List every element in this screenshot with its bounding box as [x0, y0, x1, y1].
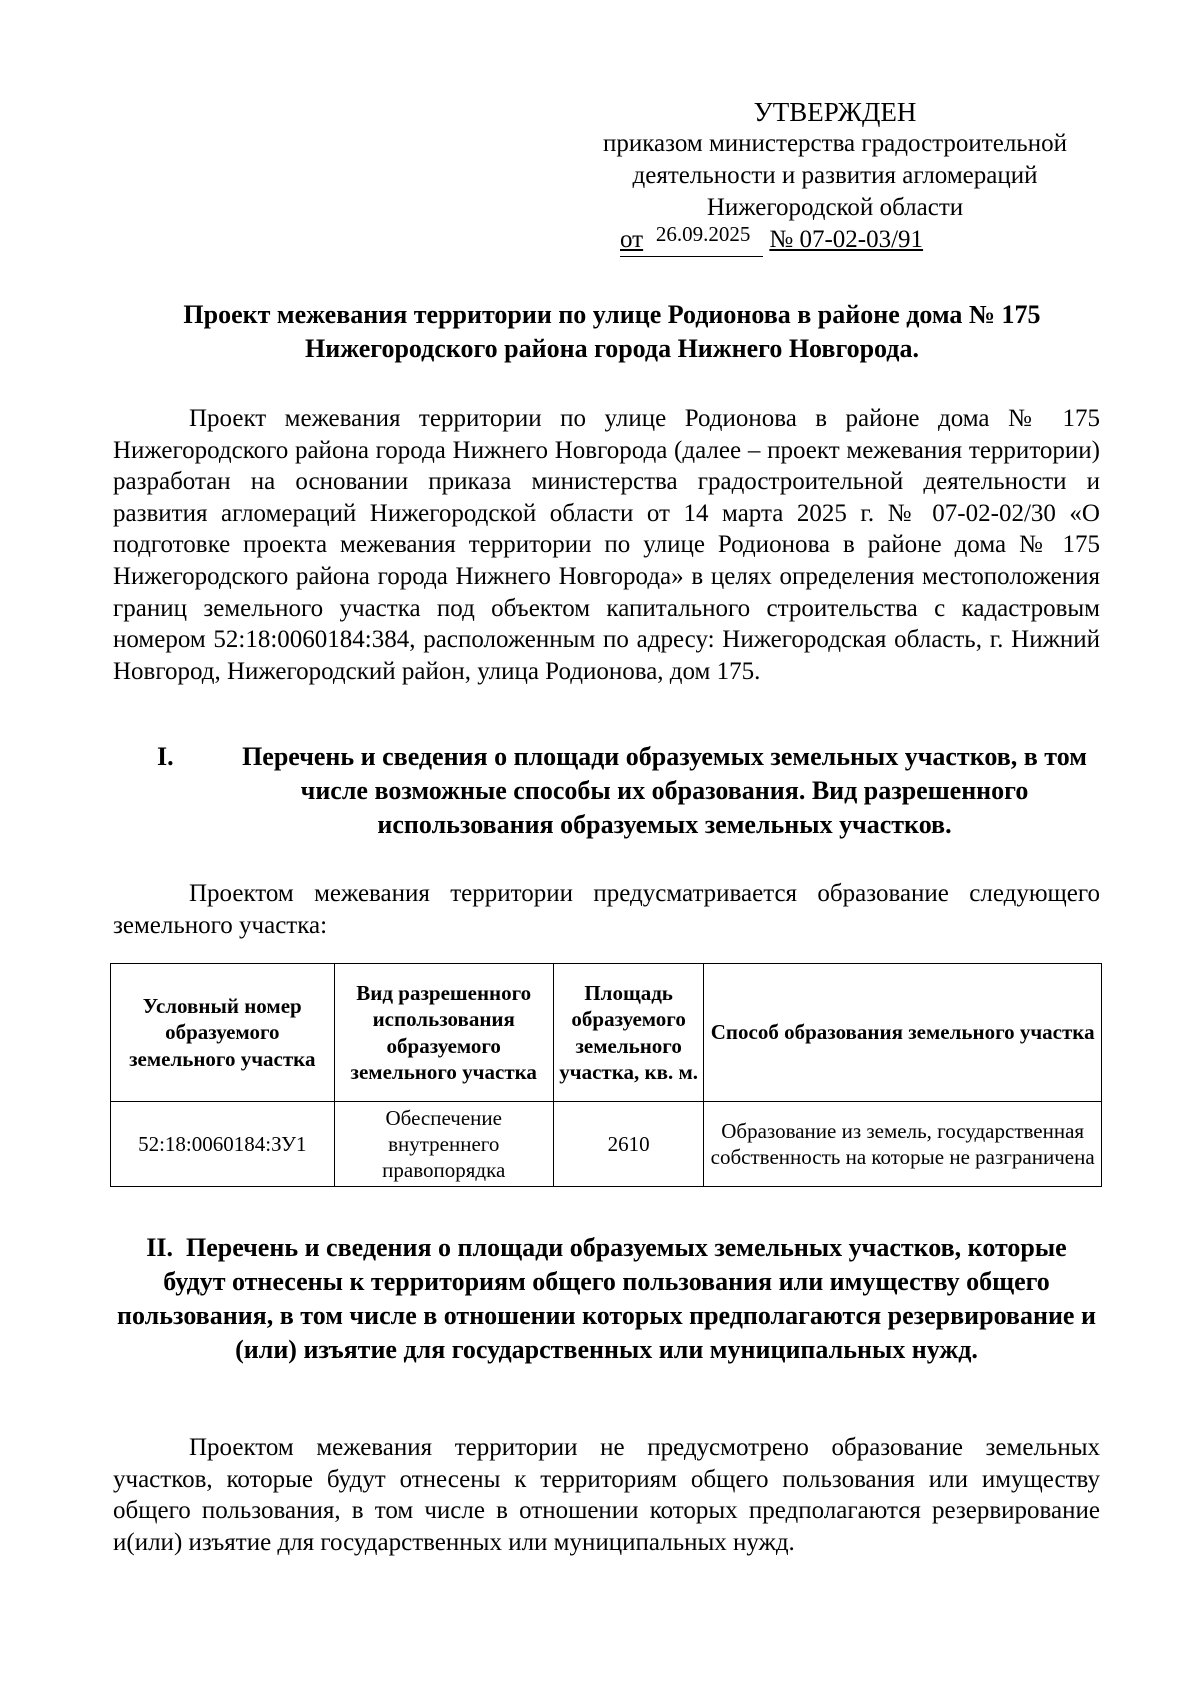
- table-cell: Обеспечение внутреннего правопорядка: [334, 1102, 553, 1187]
- document-title-line-2: Нижегородского района города Нижнего Новгорода.: [305, 334, 919, 363]
- intro-paragraph-block: [113, 403, 1100, 687]
- table-header-cell: Способ образования земельного участка: [704, 964, 1102, 1102]
- section-2-number: II.: [146, 1233, 174, 1262]
- table-cell: Образование из земель, государственная собственность на которые не разграничена: [704, 1102, 1102, 1187]
- approval-heading: УТВЕРЖДЕН: [753, 97, 917, 127]
- approval-line-3: Нижегородской области: [706, 194, 964, 221]
- approval-date: 26.09.2025: [655, 222, 751, 246]
- section-1-paragraph: Проектом межевания территории предусматривается образование следующего земельного участка:: [113, 880, 1100, 939]
- document-title: [112, 298, 1112, 366]
- approval-number: № 07-02-03/91: [769, 226, 924, 253]
- table-header-row: [111, 964, 1102, 1102]
- section-1-paragraph-block: [113, 878, 1100, 941]
- intro-paragraph: Проект межевания территории по улице Родионова в районе дома № 175 Нижегородского района города Нижнего Новгорода (далее – проект межевания территории) разработан на основании приказа министерства градостроительной деятельности и развития агломераций Нижегородской области от 14 марта 2025 г. № 07-02-02/30 «О подготовке проекта межевания территории по улице Родионова в районе дома № 175 Нижегородского района города Нижнего Новгорода» в целях определения местоположения границ земельного участка под объектом капитального строительства с кадастровым номером 52:18:0060184:384, расположенным по адресу: Нижегородская область, г. Нижний Новгород, Нижегородский район, улица Родионова, дом 175.: [113, 405, 1100, 685]
- approval-stamp: [560, 96, 1110, 257]
- document-title-line-1: Проект межевания территории по улице Родионова в районе дома № 175: [183, 300, 1041, 329]
- approval-line-1: приказом министерства градостроительной: [603, 130, 1067, 157]
- table-cell: 52:18:0060184:ЗУ1: [111, 1102, 335, 1187]
- table-header-cell: Площадь образуемого земельного участка, кв. м.: [553, 964, 703, 1102]
- section-1-heading: [113, 740, 1100, 842]
- table-header-cell: Условный номер образуемого земельного участка: [111, 964, 335, 1102]
- approval-order-line: [560, 224, 1110, 257]
- table-row: [111, 1102, 1102, 1187]
- table-header-cell: Вид разрешенного использования образуемого земельного участка: [334, 964, 553, 1102]
- approval-from-label: от: [620, 226, 644, 253]
- section-1-title: Перечень и сведения о площади образуемых земельных участков, в том числе возможные способы их образования. Вид разрешенного использования образуемых земельных участков.: [242, 742, 1087, 839]
- section-1-number: I.: [157, 742, 174, 771]
- section-2-title: Перечень и сведения о площади образуемых земельных участков, которые будут отнесены к территориям общего пользования или имуществу общего пользования, в том числе в отношении которых предполагаются резервирование и (или) изъятие для государственных или муниципальных нужд.: [117, 1233, 1096, 1364]
- section-2-paragraph-block: [113, 1432, 1100, 1558]
- table-cell: 2610: [553, 1102, 703, 1187]
- section-2-paragraph: Проектом межевания территории не предусмотрено образование земельных участков, которые будут отнесены к территориям общего пользования или имуществу общего пользования, в том числе в отношении которых предполагаются резервирование и(или) изъятие для государственных или муниципальных нужд.: [113, 1434, 1100, 1556]
- land-plot-table: [110, 963, 1102, 1187]
- approval-line-2: деятельности и развития агломераций: [632, 162, 1038, 189]
- section-2-heading: [113, 1231, 1100, 1367]
